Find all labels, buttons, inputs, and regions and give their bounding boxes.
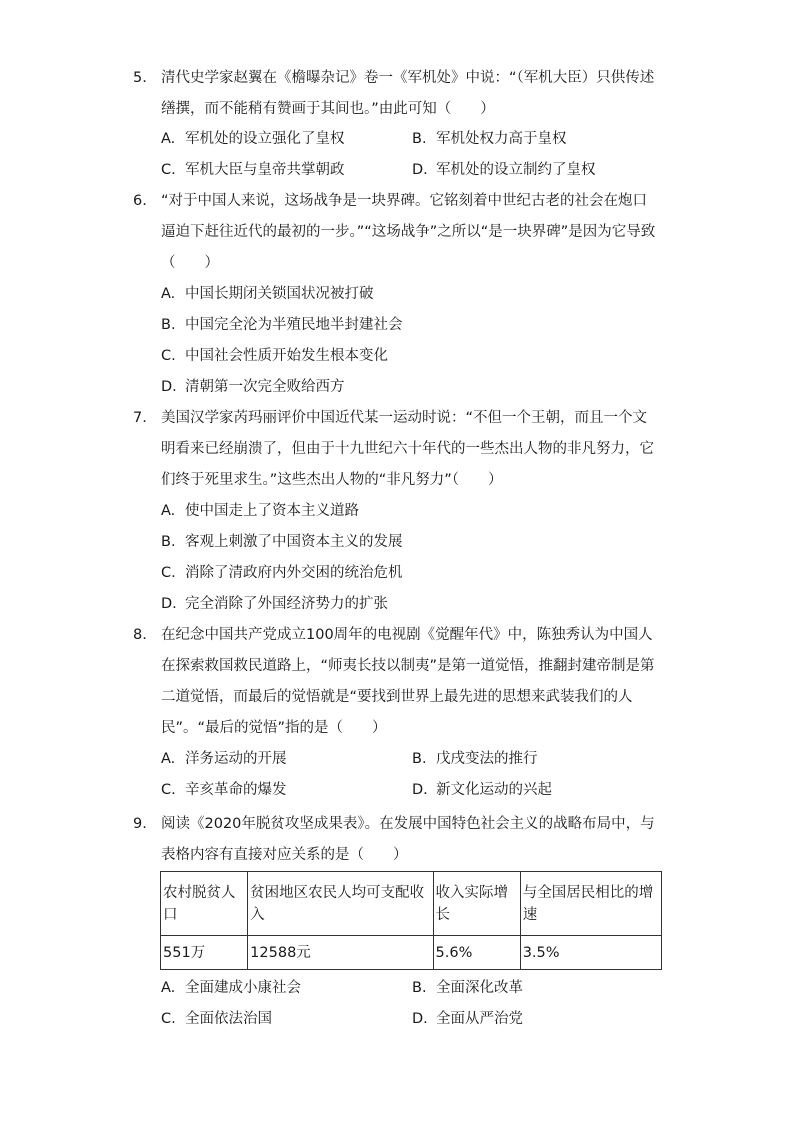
option-text: 清朝第一次完全败给西方 bbox=[185, 379, 345, 395]
option-d bbox=[412, 155, 596, 186]
option-b bbox=[412, 973, 523, 1004]
option-a bbox=[161, 124, 345, 155]
option-letter: C. bbox=[161, 1011, 176, 1027]
option-b bbox=[412, 744, 538, 775]
option-letter: A. bbox=[161, 131, 176, 147]
question-number: 6. bbox=[133, 193, 147, 209]
option-c bbox=[161, 775, 287, 806]
option-text: 使中国走上了资本主义道路 bbox=[185, 503, 359, 519]
option-d bbox=[161, 372, 345, 403]
question-stem: 在纪念中国共产党成立100周年的电视剧《觉醒年代》中，陈独秀认为中国人在探索救国救民道路上，“师夷长技以制夷”是第一道觉悟，推翻封建帝制是第二道觉悟，而最后的觉悟就是“要找到世界上最先进的思想来武装我们的人民”。“最后的觉悟”指的是（ ） bbox=[161, 627, 655, 736]
option-text: 全面深化改革 bbox=[436, 980, 523, 996]
option-c bbox=[161, 1004, 272, 1035]
option-text: 中国完全沦为半殖民地半封建社会 bbox=[185, 317, 403, 333]
option-letter: A. bbox=[161, 980, 176, 996]
option-d bbox=[161, 589, 388, 620]
option-letter: B. bbox=[412, 980, 427, 996]
option-a bbox=[161, 496, 359, 527]
option-b bbox=[161, 527, 403, 558]
option-letter: A. bbox=[161, 286, 176, 302]
option-text: 辛亥革命的爆发 bbox=[185, 782, 287, 798]
table-row bbox=[161, 936, 662, 970]
option-text: 军机处权力高于皇权 bbox=[436, 131, 567, 147]
option-text: 消除了清政府内外交困的统治危机 bbox=[185, 565, 403, 581]
option-text: 洋务运动的开展 bbox=[185, 751, 287, 767]
option-letter: B. bbox=[161, 317, 176, 333]
option-letter: D. bbox=[161, 379, 177, 395]
question-number: 7. bbox=[133, 410, 147, 426]
table-cell: 3.5% bbox=[520, 936, 661, 970]
option-letter: D. bbox=[412, 782, 428, 798]
option-letter: D. bbox=[412, 162, 428, 178]
table-cell: 5.6% bbox=[433, 936, 520, 970]
option-text: 新文化运动的兴起 bbox=[436, 782, 552, 798]
option-text: 中国长期闭关锁国状况被打破 bbox=[185, 286, 374, 302]
question-number: 8. bbox=[133, 627, 147, 643]
option-letter: B. bbox=[161, 534, 176, 550]
table-cell: 12588元 bbox=[248, 936, 433, 970]
table-header-cell: 与全国居民相比的增速 bbox=[520, 872, 661, 936]
option-letter: A. bbox=[161, 751, 176, 767]
option-text: 中国社会性质开始发生根本变化 bbox=[185, 348, 388, 364]
option-text: 全面依法治国 bbox=[185, 1011, 272, 1027]
option-c bbox=[161, 558, 403, 589]
option-letter: C. bbox=[161, 162, 176, 178]
table-header-cell: 农村脱贫人口 bbox=[161, 872, 248, 936]
option-letter: A. bbox=[161, 503, 176, 519]
table-header-cell: 贫困地区农民人均可支配收入 bbox=[248, 872, 433, 936]
question-stem: “对于中国人来说，这场战争是一块界碑。它铭刻着中世纪古老的社会在炮口逼迫下赶往近代的最初的一步。”“这场战争”之所以“是一块界碑”是因为它导致（ ） bbox=[161, 193, 656, 271]
question-stem: 阅读《2020年脱贫攻坚成果表》。在发展中国特色社会主义的战略布局中，与表格内容有直接对应关系的是（ ） bbox=[161, 816, 655, 863]
option-a bbox=[161, 973, 301, 1004]
option-text: 客观上刺激了中国资本主义的发展 bbox=[185, 534, 403, 550]
option-text: 军机处的设立制约了皇权 bbox=[436, 162, 596, 178]
option-letter: B. bbox=[412, 751, 427, 767]
table-header-cell: 收入实际增长 bbox=[433, 872, 520, 936]
question-number: 5. bbox=[133, 70, 147, 86]
option-d bbox=[412, 1004, 523, 1035]
option-letter: D. bbox=[161, 596, 177, 612]
option-text: 军机大臣与皇帝共掌朝政 bbox=[185, 162, 345, 178]
question-number: 9. bbox=[133, 816, 147, 832]
option-a bbox=[161, 744, 287, 775]
option-c bbox=[161, 341, 388, 372]
option-a bbox=[161, 279, 374, 310]
option-text: 戊戌变法的推行 bbox=[436, 751, 538, 767]
option-text: 全面从严治党 bbox=[436, 1011, 523, 1027]
option-text: 全面建成小康社会 bbox=[185, 980, 301, 996]
option-text: 完全消除了外国经济势力的扩张 bbox=[185, 596, 388, 612]
option-letter: C. bbox=[161, 565, 176, 581]
option-d bbox=[412, 775, 552, 806]
option-c bbox=[161, 155, 345, 186]
option-letter: D. bbox=[412, 1011, 428, 1027]
option-letter: B. bbox=[412, 131, 427, 147]
poverty-results-table bbox=[160, 871, 662, 970]
option-b bbox=[161, 310, 403, 341]
option-b bbox=[412, 124, 567, 155]
option-letter: C. bbox=[161, 782, 176, 798]
question-stem: 美国汉学家芮玛丽评价中国近代某一运动时说：“不但一个王朝，而且一个文明看来已经崩溃了，但由于十九世纪六十年代的一些杰出人物的非凡努力，它们终于死里求生。”这些杰出人物的“非凡努力”（ ） bbox=[161, 410, 654, 488]
question-stem: 清代史学家赵翼在《檐曝杂记》卷一《军机处》中说：“（军机大臣）只供传述缮撰，而不能稍有赞画于其间也。”由此可知（ ） bbox=[161, 70, 655, 117]
option-text: 军机处的设立强化了皇权 bbox=[185, 131, 345, 147]
option-letter: C. bbox=[161, 348, 176, 364]
table-cell: 551万 bbox=[161, 936, 248, 970]
table-header-row bbox=[161, 872, 662, 936]
